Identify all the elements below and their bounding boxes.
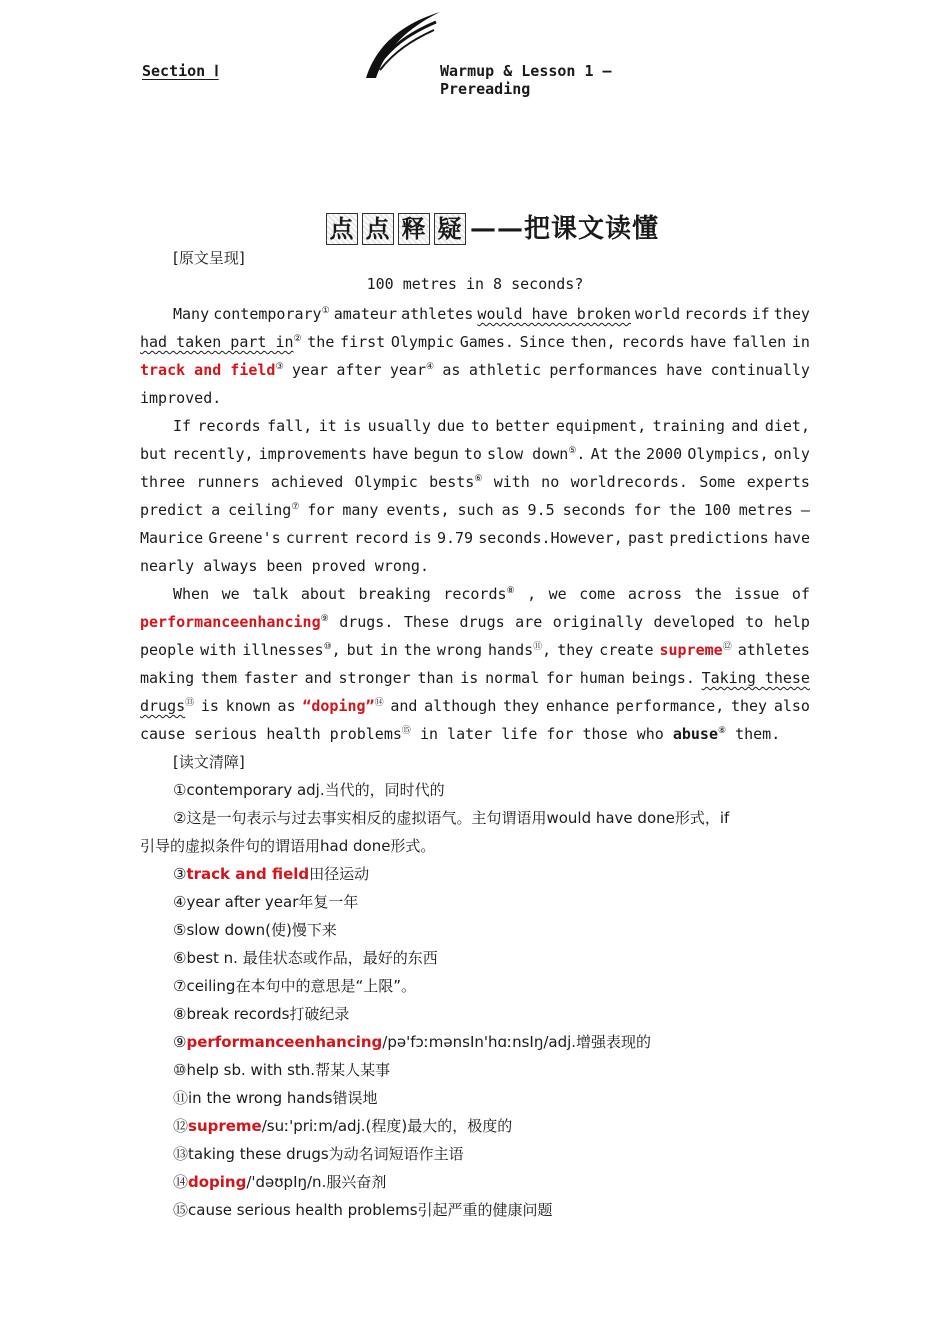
note-10: ⑩help sb. with sth.帮某人某事 — [173, 1061, 391, 1079]
p2-line-6: nearly always been proved wrong. — [140, 557, 429, 575]
p3-line-3: people with illnesses⑩, but in the wrong hands⑪, they create supreme⑫ athletes — [140, 641, 810, 659]
p2-line-2: but recently, improvements have begun to slow down⑤. At the 2000 Olympics, only — [140, 445, 810, 463]
banner-box-4: 疑 — [434, 213, 466, 245]
note-7: ⑦ceiling在本句中的意思是“上限”。 — [173, 977, 416, 995]
p3-line-1: When we talk about breaking records⑧ , we come across the issue of — [173, 585, 810, 603]
note-11: ⑪in the wrong hands错误地 — [173, 1089, 378, 1107]
note-2a: ②这是一句表示与过去事实相反的虚拟语气。主句谓语用would have done形式，if — [173, 809, 730, 827]
p3-line-2: performanceenhancing⑨ drugs. These drugs are originally developed to help — [140, 613, 810, 631]
p3-line-6: cause serious health problems⑮ in later life for those who abuse⑧ them. — [140, 725, 781, 743]
note-8: ⑧break records打破纪录 — [173, 1005, 350, 1023]
note-13: ⑬taking these drugs为动名词短语作主语 — [173, 1145, 464, 1163]
p1-line-2: had taken part in② the first Olympic Games. Since then, records have fallen in — [140, 333, 810, 351]
yuanwen-label: [原文呈现] — [173, 249, 245, 267]
section-label: Section Ⅰ — [142, 62, 219, 80]
banner-rest: ——把课文读懂 — [470, 214, 660, 244]
term-supreme: supreme — [659, 641, 723, 659]
banner-box-1: 点 — [326, 213, 358, 245]
note-15: ⑮cause serious health problems引起严重的健康问题 — [173, 1201, 553, 1219]
p2-line-4: predict a ceiling⑦ for many events, such as 9.5 seconds for the 100 metres — — [140, 501, 810, 519]
note-6: ⑥best n. 最佳状态或作品，最好的东西 — [173, 949, 438, 967]
note-3: ③track and field田径运动 — [173, 865, 370, 883]
p2-line-5: Maurice Greene's current record is 9.79 seconds.However, past predictions have — [140, 529, 810, 547]
term-doping: “doping” — [302, 697, 375, 715]
p1-line-1: Many contemporary① amateur athletes would have broken world records if they — [173, 305, 810, 323]
note-12: ⑫supreme/suː'priːm/adj.(程度)最大的，极度的 — [173, 1117, 513, 1135]
p2-line-3: three runners achieved Olympic bests⑥ with no worldrecords. Some experts — [140, 473, 810, 491]
term-performanceenhancing: performanceenhancing — [140, 613, 321, 631]
note-5: ⑤slow down(使)慢下来 — [173, 921, 337, 939]
note-1: ①contemporary adj.当代的，同时代的 — [173, 781, 445, 799]
passage-title: 100 metres in 8 seconds? — [366, 275, 584, 293]
p1-line-3: track and field③ year after year④ as athletic performances have continually — [140, 361, 810, 379]
note-14: ⑭doping/'dəʊpIŋ/n.服兴奋剂 — [173, 1173, 387, 1191]
p2-line-1: If records fall, it is usually due to better equipment, training and diet, — [173, 417, 810, 435]
note-4: ④year after year年复一年 — [173, 893, 359, 911]
banner-box-3: 释 — [398, 213, 430, 245]
banner-box-2: 点 — [362, 213, 394, 245]
p1-line-4: improved. — [140, 389, 222, 407]
p3-line-5: drugs⑬ is known as “doping”⑭ and although they enhance performance, they also — [140, 697, 810, 715]
term-track-and-field: track and field — [140, 361, 276, 379]
banner-title — [326, 208, 659, 245]
section-subtitle: Warmup & Lesson 1 — Prereading — [440, 62, 612, 98]
swoosh-logo-icon — [226, 6, 446, 86]
note-9: ⑨performanceenhancing/pə'fɔːmənsIn'hɑːnsIŋ/adj.增强表现的 — [173, 1033, 652, 1051]
notes-label: [读文清障] — [173, 753, 245, 771]
note-2b: 引导的虚拟条件句的谓语用had done形式。 — [140, 837, 436, 855]
p3-line-4: making them faster and stronger than is normal for human beings. Taking these — [140, 669, 810, 687]
